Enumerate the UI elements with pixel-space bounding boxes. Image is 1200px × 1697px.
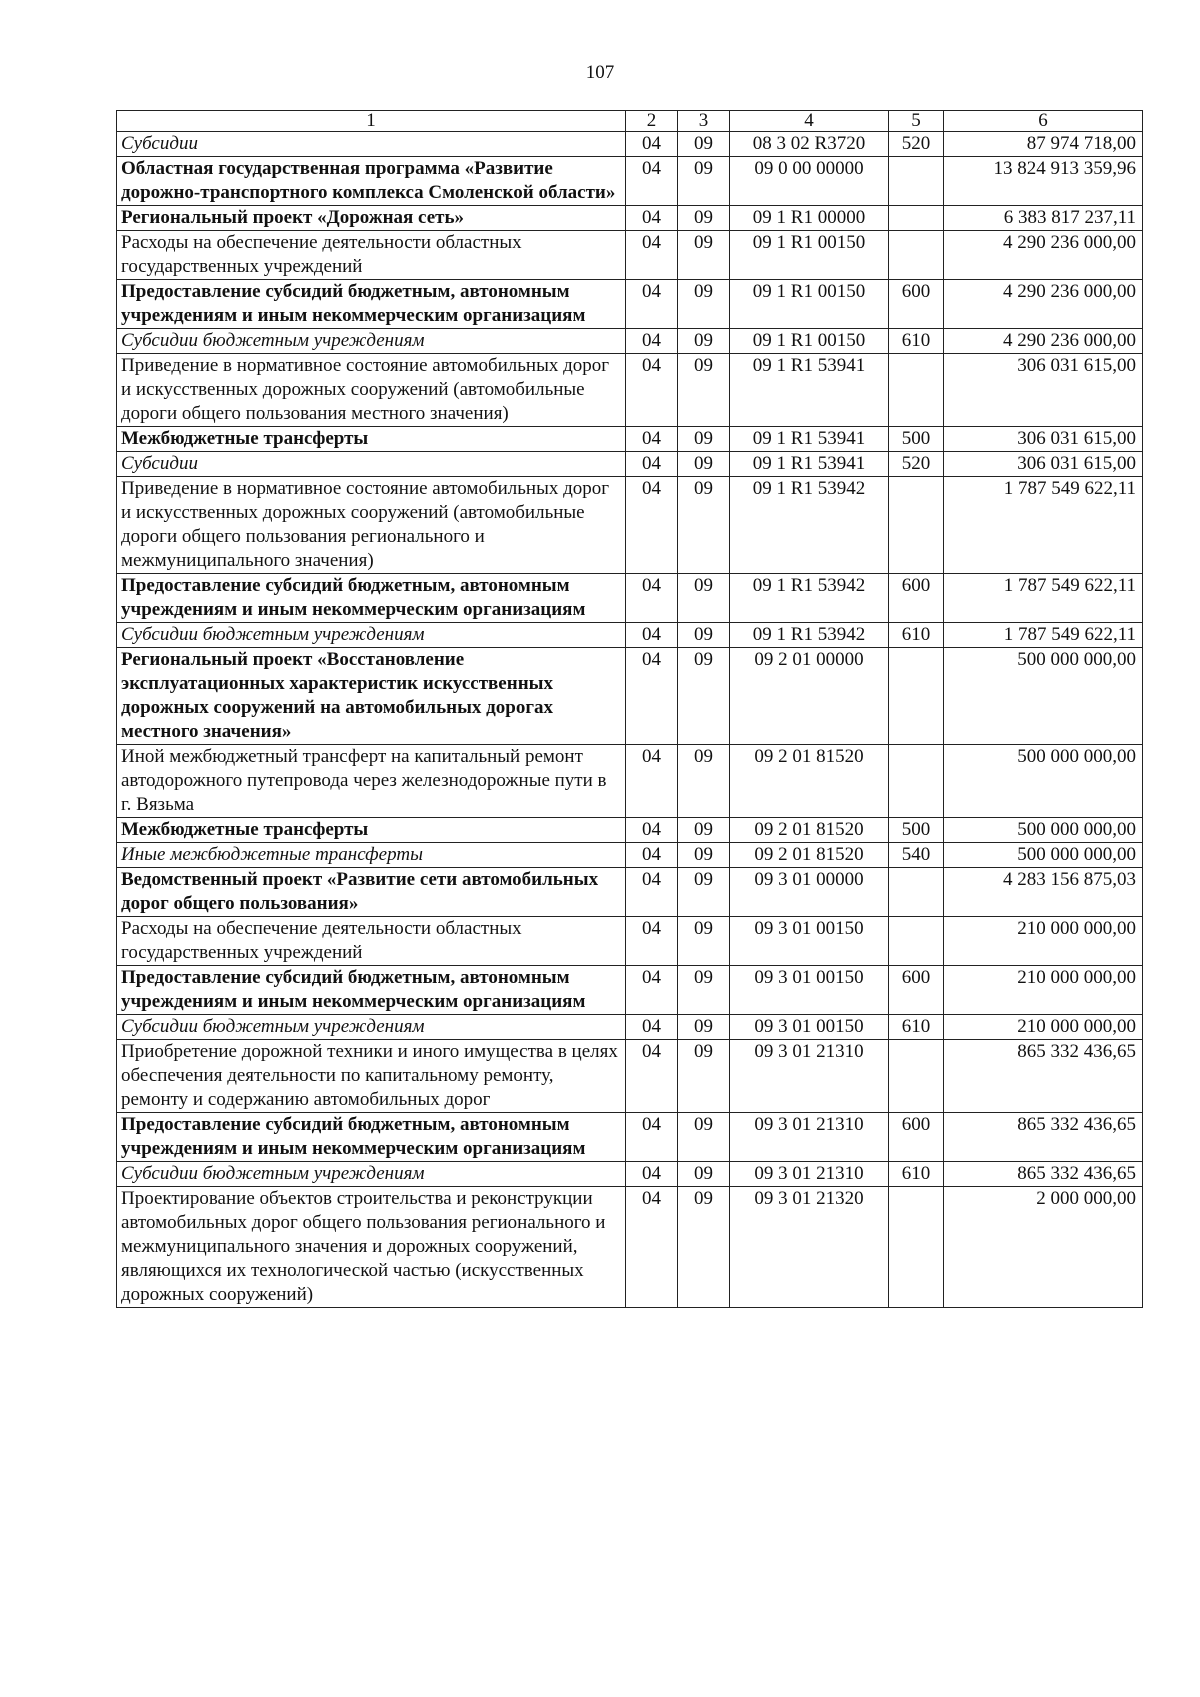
expense-type-cell: 600 xyxy=(889,1113,944,1162)
target-article-cell: 09 1 R1 53942 xyxy=(730,477,889,574)
table-row xyxy=(117,843,1143,868)
table-row xyxy=(117,477,1143,574)
target-article-cell: 09 2 01 81520 xyxy=(730,745,889,818)
subsection-code-cell: 09 xyxy=(678,745,730,818)
target-article-cell: 09 3 01 21320 xyxy=(730,1187,889,1308)
target-article-cell: 09 3 01 21310 xyxy=(730,1113,889,1162)
section-code-cell: 04 xyxy=(626,206,678,231)
table-row xyxy=(117,868,1143,917)
subsection-code-cell: 09 xyxy=(678,452,730,477)
table-row xyxy=(117,280,1143,329)
table-row xyxy=(117,329,1143,354)
amount-cell: 13 824 913 359,96 xyxy=(944,157,1143,206)
expense-type-cell xyxy=(889,157,944,206)
section-code-cell: 04 xyxy=(626,623,678,648)
amount-cell: 87 974 718,00 xyxy=(944,132,1143,157)
target-article-cell: 09 3 01 00000 xyxy=(730,868,889,917)
subsection-code-cell: 09 xyxy=(678,574,730,623)
target-article-cell: 09 3 01 00150 xyxy=(730,917,889,966)
expense-type-cell xyxy=(889,745,944,818)
amount-cell: 4 290 236 000,00 xyxy=(944,329,1143,354)
table-row xyxy=(117,157,1143,206)
row-name-cell: Субсидии бюджетным учреждениям xyxy=(117,329,626,354)
expense-type-cell: 540 xyxy=(889,843,944,868)
subsection-code-cell: 09 xyxy=(678,843,730,868)
table-row xyxy=(117,623,1143,648)
row-name-cell: Расходы на обеспечение деятельности областных государственных учреждений xyxy=(117,917,626,966)
amount-cell: 6 383 817 237,11 xyxy=(944,206,1143,231)
amount-cell: 865 332 436,65 xyxy=(944,1113,1143,1162)
table-row xyxy=(117,231,1143,280)
section-code-cell: 04 xyxy=(626,157,678,206)
row-name-cell: Иной межбюджетный трансферт на капитальный ремонт автодорожного путепровода через железнодорожные пути в г. Вязьма xyxy=(117,745,626,818)
expense-type-cell: 610 xyxy=(889,1162,944,1187)
row-name-cell: Приведение в нормативное состояние автомобильных дорог и искусственных дорожных сооружений (автомобильные дороги общего пользования местного значения) xyxy=(117,354,626,427)
table-row xyxy=(117,648,1143,745)
target-article-cell: 09 1 R1 53941 xyxy=(730,452,889,477)
section-code-cell: 04 xyxy=(626,1162,678,1187)
section-code-cell: 04 xyxy=(626,280,678,329)
table-row xyxy=(117,1040,1143,1113)
expense-type-cell: 520 xyxy=(889,452,944,477)
subsection-code-cell: 09 xyxy=(678,1162,730,1187)
row-name-cell: Субсидии бюджетным учреждениям xyxy=(117,623,626,648)
target-article-cell: 09 1 R1 53942 xyxy=(730,574,889,623)
section-code-cell: 04 xyxy=(626,574,678,623)
expense-type-cell: 520 xyxy=(889,132,944,157)
amount-cell: 500 000 000,00 xyxy=(944,818,1143,843)
header-col-1: 1 xyxy=(117,111,626,132)
row-name-cell: Областная государственная программа «Развитие дорожно-транспортного комплекса Смоленской области» xyxy=(117,157,626,206)
target-article-cell: 09 2 01 00000 xyxy=(730,648,889,745)
subsection-code-cell: 09 xyxy=(678,132,730,157)
row-name-cell: Проектирование объектов строительства и реконструкции автомобильных дорог общего пользования регионального и межмуниципального значения и дорожных сооружений, являющихся их технологической частью (искусственных дорожных сооружений) xyxy=(117,1187,626,1308)
expense-type-cell xyxy=(889,917,944,966)
subsection-code-cell: 09 xyxy=(678,623,730,648)
row-name-cell: Расходы на обеспечение деятельности областных государственных учреждений xyxy=(117,231,626,280)
amount-cell: 210 000 000,00 xyxy=(944,1015,1143,1040)
section-code-cell: 04 xyxy=(626,648,678,745)
target-article-cell: 09 1 R1 00150 xyxy=(730,280,889,329)
row-name-cell: Субсидии xyxy=(117,132,626,157)
amount-cell: 865 332 436,65 xyxy=(944,1040,1143,1113)
amount-cell: 4 290 236 000,00 xyxy=(944,231,1143,280)
amount-cell: 500 000 000,00 xyxy=(944,648,1143,745)
expense-type-cell: 610 xyxy=(889,623,944,648)
section-code-cell: 04 xyxy=(626,745,678,818)
expense-type-cell xyxy=(889,354,944,427)
row-name-cell: Субсидии xyxy=(117,452,626,477)
row-name-cell: Субсидии бюджетным учреждениям xyxy=(117,1015,626,1040)
section-code-cell: 04 xyxy=(626,132,678,157)
row-name-cell: Межбюджетные трансферты xyxy=(117,818,626,843)
expense-type-cell: 610 xyxy=(889,1015,944,1040)
subsection-code-cell: 09 xyxy=(678,206,730,231)
section-code-cell: 04 xyxy=(626,427,678,452)
table-row xyxy=(117,1113,1143,1162)
header-col-4: 4 xyxy=(730,111,889,132)
section-code-cell: 04 xyxy=(626,477,678,574)
row-name-cell: Предоставление субсидий бюджетным, автономным учреждениям и иным некоммерческим организациям xyxy=(117,1113,626,1162)
table-row xyxy=(117,574,1143,623)
row-name-cell: Предоставление субсидий бюджетным, автономным учреждениям и иным некоммерческим организациям xyxy=(117,574,626,623)
amount-cell: 500 000 000,00 xyxy=(944,843,1143,868)
section-code-cell: 04 xyxy=(626,1015,678,1040)
expense-type-cell: 500 xyxy=(889,427,944,452)
expense-type-cell: 600 xyxy=(889,966,944,1015)
subsection-code-cell: 09 xyxy=(678,1187,730,1308)
page-number: 107 xyxy=(585,62,615,83)
subsection-code-cell: 09 xyxy=(678,231,730,280)
subsection-code-cell: 09 xyxy=(678,157,730,206)
table-row xyxy=(117,354,1143,427)
subsection-code-cell: 09 xyxy=(678,427,730,452)
section-code-cell: 04 xyxy=(626,354,678,427)
budget-table xyxy=(116,110,1143,1308)
expense-type-cell xyxy=(889,868,944,917)
target-article-cell: 09 1 R1 00150 xyxy=(730,231,889,280)
amount-cell: 865 332 436,65 xyxy=(944,1162,1143,1187)
target-article-cell: 09 1 R1 53941 xyxy=(730,354,889,427)
table-row xyxy=(117,1162,1143,1187)
section-code-cell: 04 xyxy=(626,1113,678,1162)
row-name-cell: Предоставление субсидий бюджетным, автономным учреждениям и иным некоммерческим организациям xyxy=(117,280,626,329)
row-name-cell: Региональный проект «Восстановление эксплуатационных характеристик искусственных дорожных сооружений на автомобильных дорогах местного значения» xyxy=(117,648,626,745)
target-article-cell: 09 3 01 21310 xyxy=(730,1040,889,1113)
section-code-cell: 04 xyxy=(626,843,678,868)
subsection-code-cell: 09 xyxy=(678,1113,730,1162)
amount-cell: 306 031 615,00 xyxy=(944,354,1143,427)
expense-type-cell xyxy=(889,206,944,231)
table-row xyxy=(117,452,1143,477)
subsection-code-cell: 09 xyxy=(678,1015,730,1040)
subsection-code-cell: 09 xyxy=(678,280,730,329)
row-name-cell: Предоставление субсидий бюджетным, автономным учреждениям и иным некоммерческим организациям xyxy=(117,966,626,1015)
subsection-code-cell: 09 xyxy=(678,354,730,427)
amount-cell: 1 787 549 622,11 xyxy=(944,477,1143,574)
subsection-code-cell: 09 xyxy=(678,818,730,843)
expense-type-cell: 600 xyxy=(889,574,944,623)
section-code-cell: 04 xyxy=(626,452,678,477)
amount-cell: 4 290 236 000,00 xyxy=(944,280,1143,329)
amount-cell: 1 787 549 622,11 xyxy=(944,623,1143,648)
subsection-code-cell: 09 xyxy=(678,477,730,574)
header-col-3: 3 xyxy=(678,111,730,132)
table-header-row xyxy=(117,111,1143,132)
expense-type-cell: 600 xyxy=(889,280,944,329)
section-code-cell: 04 xyxy=(626,818,678,843)
target-article-cell: 09 3 01 21310 xyxy=(730,1162,889,1187)
table-row xyxy=(117,1015,1143,1040)
table-row xyxy=(117,818,1143,843)
subsection-code-cell: 09 xyxy=(678,966,730,1015)
expense-type-cell xyxy=(889,648,944,745)
amount-cell: 210 000 000,00 xyxy=(944,966,1143,1015)
row-name-cell: Межбюджетные трансферты xyxy=(117,427,626,452)
subsection-code-cell: 09 xyxy=(678,868,730,917)
subsection-code-cell: 09 xyxy=(678,1040,730,1113)
header-col-6: 6 xyxy=(944,111,1143,132)
table-row xyxy=(117,427,1143,452)
target-article-cell: 08 3 02 R3720 xyxy=(730,132,889,157)
table-body xyxy=(117,132,1143,1308)
amount-cell: 306 031 615,00 xyxy=(944,427,1143,452)
row-name-cell: Приобретение дорожной техники и иного имущества в целях обеспечения деятельности по капитальному ремонту, ремонту и содержанию автомобильных дорог xyxy=(117,1040,626,1113)
section-code-cell: 04 xyxy=(626,868,678,917)
section-code-cell: 04 xyxy=(626,966,678,1015)
header-col-2: 2 xyxy=(626,111,678,132)
target-article-cell: 09 1 R1 00000 xyxy=(730,206,889,231)
row-name-cell: Иные межбюджетные трансферты xyxy=(117,843,626,868)
table-row xyxy=(117,966,1143,1015)
header-col-5: 5 xyxy=(889,111,944,132)
table-row xyxy=(117,1187,1143,1308)
section-code-cell: 04 xyxy=(626,231,678,280)
subsection-code-cell: 09 xyxy=(678,329,730,354)
row-name-cell: Приведение в нормативное состояние автомобильных дорог и искусственных дорожных сооружений (автомобильные дороги общего пользования регионального и межмуниципального значения) xyxy=(117,477,626,574)
expense-type-cell xyxy=(889,477,944,574)
expense-type-cell xyxy=(889,1040,944,1113)
row-name-cell: Региональный проект «Дорожная сеть» xyxy=(117,206,626,231)
subsection-code-cell: 09 xyxy=(678,648,730,745)
amount-cell: 1 787 549 622,11 xyxy=(944,574,1143,623)
target-article-cell: 09 3 01 00150 xyxy=(730,1015,889,1040)
target-article-cell: 09 1 R1 53942 xyxy=(730,623,889,648)
section-code-cell: 04 xyxy=(626,329,678,354)
expense-type-cell xyxy=(889,231,944,280)
section-code-cell: 04 xyxy=(626,1040,678,1113)
table-row xyxy=(117,745,1143,818)
target-article-cell: 09 3 01 00150 xyxy=(730,966,889,1015)
table-row xyxy=(117,132,1143,157)
expense-type-cell: 610 xyxy=(889,329,944,354)
table-row xyxy=(117,206,1143,231)
section-code-cell: 04 xyxy=(626,917,678,966)
target-article-cell: 09 2 01 81520 xyxy=(730,818,889,843)
amount-cell: 4 283 156 875,03 xyxy=(944,868,1143,917)
target-article-cell: 09 1 R1 53941 xyxy=(730,427,889,452)
row-name-cell: Субсидии бюджетным учреждениям xyxy=(117,1162,626,1187)
subsection-code-cell: 09 xyxy=(678,917,730,966)
row-name-cell: Ведомственный проект «Развитие сети автомобильных дорог общего пользования» xyxy=(117,868,626,917)
amount-cell: 306 031 615,00 xyxy=(944,452,1143,477)
target-article-cell: 09 2 01 81520 xyxy=(730,843,889,868)
table-row xyxy=(117,917,1143,966)
expense-type-cell xyxy=(889,1187,944,1308)
amount-cell: 210 000 000,00 xyxy=(944,917,1143,966)
section-code-cell: 04 xyxy=(626,1187,678,1308)
target-article-cell: 09 0 00 00000 xyxy=(730,157,889,206)
expense-type-cell: 500 xyxy=(889,818,944,843)
target-article-cell: 09 1 R1 00150 xyxy=(730,329,889,354)
amount-cell: 500 000 000,00 xyxy=(944,745,1143,818)
amount-cell: 2 000 000,00 xyxy=(944,1187,1143,1308)
